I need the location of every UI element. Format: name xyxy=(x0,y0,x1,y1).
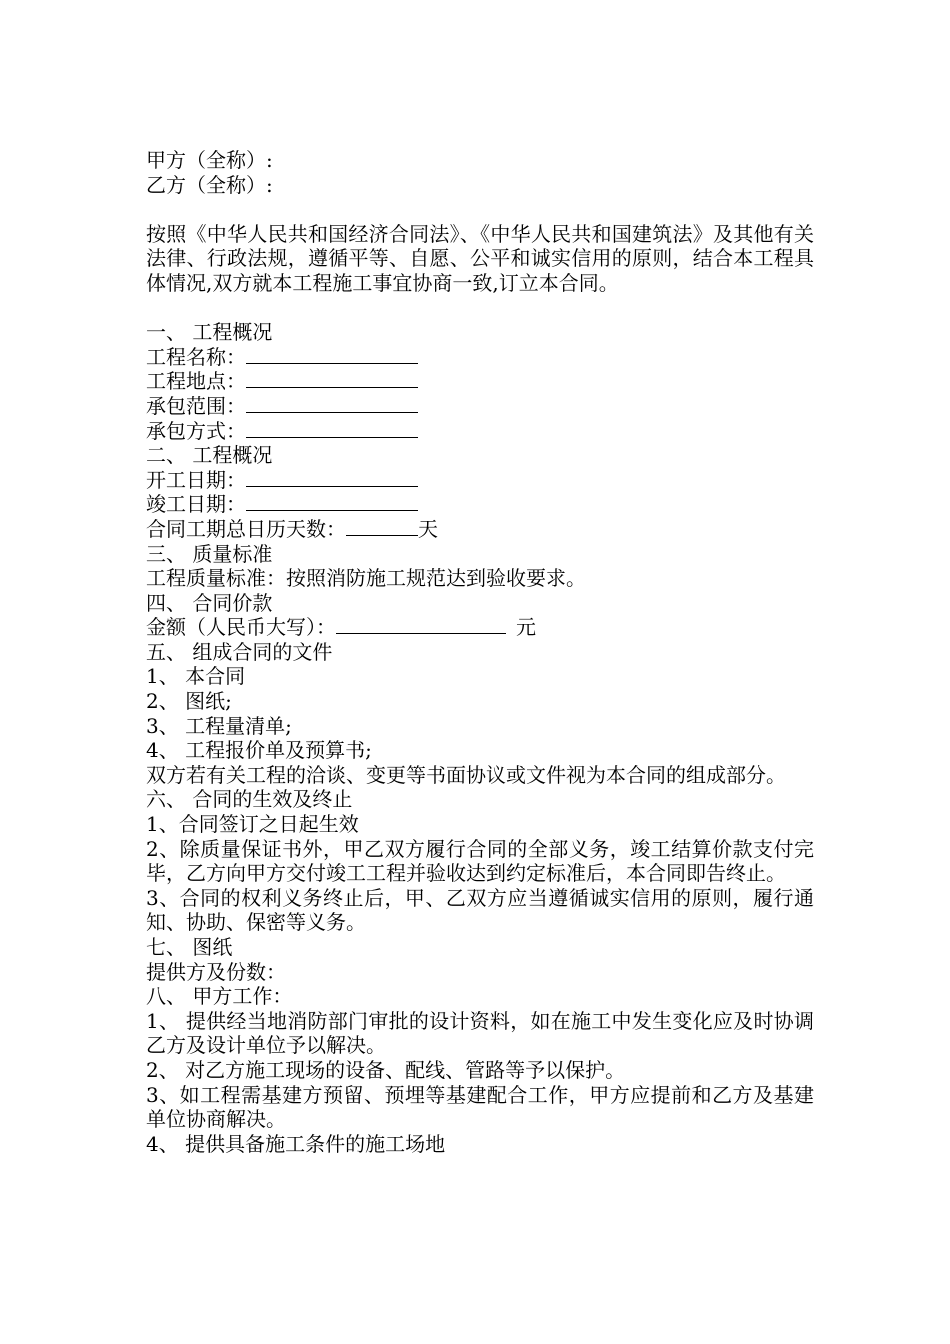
end-date-row xyxy=(146,492,814,517)
section4-heading: 四、 合同价款 xyxy=(146,590,273,615)
contract-scope-row xyxy=(146,394,814,419)
section8-heading: 八、 甲方工作： xyxy=(146,984,293,1009)
section7-heading: 七、 图纸 xyxy=(146,935,233,959)
amount-blank[interactable] xyxy=(336,616,506,634)
party-b-line: 乙方（全称）: xyxy=(146,172,273,197)
section8-item: 2、 对乙方施工现场的设备、配线、管路等予以保护。 xyxy=(146,1057,626,1082)
start-date-row xyxy=(146,468,814,493)
duration-row xyxy=(146,517,814,542)
amount-label: 金额（人民币大写）： xyxy=(146,615,336,640)
start-date-label: 开工日期： xyxy=(146,467,246,492)
section5-note: 双方若有关工程的洽谈、变更等书面协议或文件视为本合同的组成部分。 xyxy=(146,762,786,787)
section5-item: 4、 工程报价单及预算书; xyxy=(146,738,372,763)
section5-heading: 五、 组成合同的文件 xyxy=(146,639,333,664)
spacer xyxy=(146,296,814,321)
duration-blank[interactable] xyxy=(346,518,418,536)
party-a-line: 甲方（全称）: xyxy=(146,148,273,172)
duration-unit: 天 xyxy=(418,516,438,541)
end-date-blank[interactable] xyxy=(246,493,418,511)
project-location-label: 工程地点： xyxy=(146,369,246,394)
contract-method-row xyxy=(146,419,814,444)
amount-unit: 元 xyxy=(516,615,536,640)
section5-item: 2、 图纸; xyxy=(146,689,232,714)
quality-standard-text: 工程质量标准：按照消防施工规范达到验收要求。 xyxy=(146,566,586,591)
section3-heading: 三、 质量标准 xyxy=(146,541,273,566)
contract-scope-label: 承包范围： xyxy=(146,393,246,418)
contract-method-label: 承包方式： xyxy=(146,418,246,443)
contract-scope-blank[interactable] xyxy=(246,395,418,413)
section6-item: 1、合同签订之日起生效 xyxy=(146,812,359,837)
project-location-row xyxy=(146,369,814,394)
section5-item: 1、 本合同 xyxy=(146,664,246,689)
section8-item: 3、如工程需基建方预留、预埋等基建配合工作，甲方应提前和乙方及基建单位协商解决。 xyxy=(146,1082,814,1132)
section2-heading: 二、 工程概况 xyxy=(146,443,273,468)
preamble-paragraph: 按照《中华人民共和国经济合同法》、《中华人民共和国建筑法》及其他有关法律、行政法规，遵循平等、自愿、公平和诚实信用的原则，结合本工程具体情况,双方就本工程施工事宜协商一致,订立本合同。 xyxy=(146,221,814,295)
duration-label: 合同工期总日历天数： xyxy=(146,516,346,541)
section6-heading: 六、 合同的生效及终止 xyxy=(146,787,353,812)
section6-item: 2、除质量保证书外，甲乙双方履行合同的全部义务，竣工结算价款支付完毕，乙方向甲方交付竣工工程并验收达到约定标准后，本合同即告终止。 xyxy=(146,836,814,886)
project-location-blank[interactable] xyxy=(246,370,418,388)
drawing-copies-label: 提供方及份数： xyxy=(146,959,286,984)
section8-item: 1、 提供经当地消防部门审批的设计资料，如在施工中发生变化应及时协调乙方及设计单位予以解决。 xyxy=(146,1008,814,1058)
project-name-label: 工程名称： xyxy=(146,344,246,369)
section5-item: 3、 工程量清单; xyxy=(146,713,292,738)
section6-item: 3、合同的权利义务终止后，甲、乙双方应当遵循诚实信用的原则，履行通知、协助、保密等义务。 xyxy=(146,885,814,935)
contract-method-blank[interactable] xyxy=(246,420,418,438)
amount-row xyxy=(146,615,814,640)
start-date-blank[interactable] xyxy=(246,469,418,487)
end-date-label: 竣工日期： xyxy=(146,492,246,517)
section8-item: 4、 提供具备施工条件的施工场地 xyxy=(146,1131,446,1156)
spacer xyxy=(146,197,814,222)
section1-heading: 一、 工程概况 xyxy=(146,320,273,345)
project-name-blank[interactable] xyxy=(246,346,418,364)
contract-page xyxy=(146,148,814,1156)
project-name-row xyxy=(146,345,814,370)
